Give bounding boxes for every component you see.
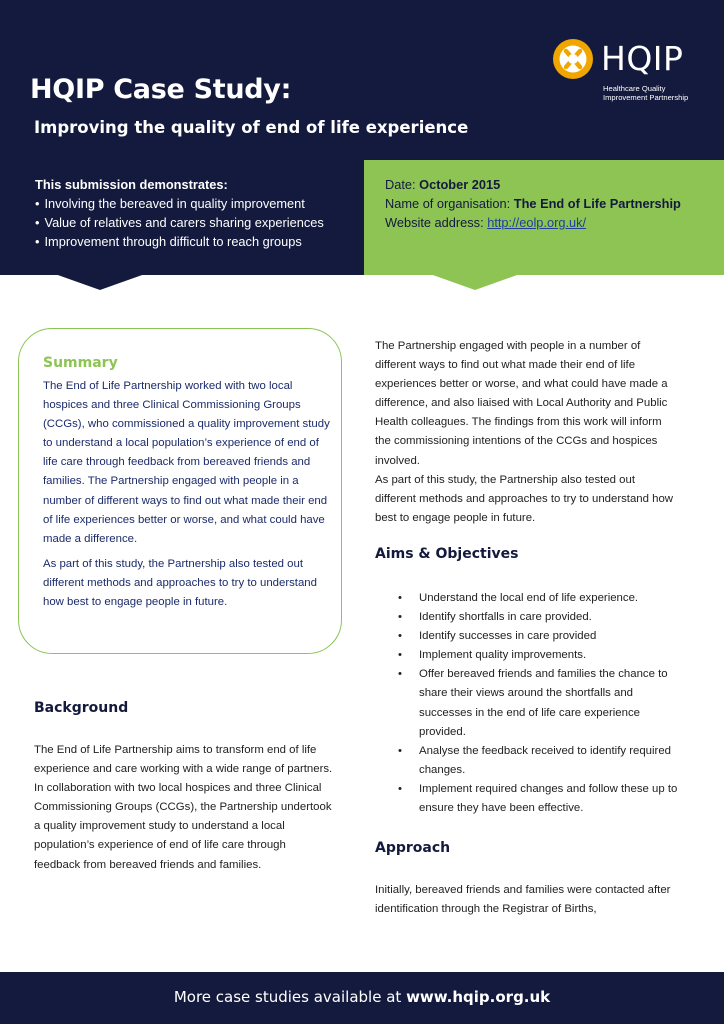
approach-paragraph: Initially, bereaved friends and families were contacted after identification through the Registrar of Births,	[375, 884, 671, 916]
background-heading: Background	[34, 700, 129, 716]
aims-heading: Aims & Objectives	[375, 546, 519, 562]
aims-item: • Understand the local end of life experience.	[398, 589, 688, 608]
organisation-label: Name of organisation:	[385, 196, 511, 211]
summary-paragraph: As part of this study, the Partnership also tested out different methods and approaches to try to understand how best to engage people in future.	[43, 557, 317, 609]
page-title: HQIP Case Study:	[30, 74, 292, 105]
demonstrates-item: • Value of relatives and carers sharing experiences	[35, 213, 324, 232]
hqip-logo	[551, 37, 701, 107]
date-label: Date:	[385, 177, 416, 192]
footer-text	[0, 988, 724, 1006]
engagement-paragraph	[375, 337, 675, 528]
page-subtitle: Improving the quality of end of life experience	[34, 118, 469, 137]
organisation-line	[385, 194, 681, 213]
approach-heading: Approach	[375, 840, 451, 856]
logo-wordmark: HQIP	[601, 39, 684, 78]
summary-body	[43, 377, 333, 612]
demonstrates-list	[35, 194, 324, 251]
logo-tagline-line2: Improvement Partnership	[603, 93, 689, 102]
engagement-paragraph-2: As part of this study, the Partnership also tested out different methods and approaches to try to understand how best to engage people in future.	[375, 473, 674, 524]
aims-item: • Identify successes in care provided	[398, 627, 688, 646]
logo-tagline-line1: Healthcare Quality	[603, 84, 666, 93]
aims-item: • Offer bereaved friends and families the chance to share their views around the shortfalls and successes in the end of life care experience provided.	[398, 665, 688, 741]
date-value: October 2015	[419, 177, 501, 192]
organisation-value: The End of Life Partnership	[513, 196, 681, 211]
details-block	[385, 175, 681, 232]
logo-tagline	[603, 84, 713, 102]
details-pointer	[430, 274, 520, 290]
aims-item: • Identify shortfalls in care provided.	[398, 608, 688, 627]
footer-link[interactable]: www.hqip.org.uk	[406, 988, 551, 1006]
background-paragraph: The End of Life Partnership aims to transform end of life experience and care working with a wide range of partners. In collaboration with two local hospices and three Clinical Commissioning Groups (CCGs), the Partnership undertook a quality improvement study to understand a local population’s experience of end of life care through feedback from bereaved friends and families.	[34, 744, 333, 871]
aims-item: • Implement quality improvements.	[398, 646, 688, 665]
demonstrates-heading: This submission demonstrates:	[35, 177, 228, 192]
demonstrates-item: • Involving the bereaved in quality improvement	[35, 194, 324, 213]
demonstrates-item: • Improvement through difficult to reach groups	[35, 232, 324, 251]
website-label: Website address:	[385, 215, 484, 230]
hqip-logo-icon	[551, 37, 595, 81]
summary-heading: Summary	[43, 355, 118, 371]
footer-prefix: More case studies available at	[173, 988, 407, 1006]
demonstrates-block	[35, 175, 324, 251]
summary-paragraph: The End of Life Partnership worked with two local hospices and three Clinical Commissioning Groups (CCGs), who commissioned a quality improvement study to understand a local population’s experience of end of life care through feedback from bereaved friends and families. The Partnership engaged with people in a number of different ways to find out what made their end of life experiences better or worse, and what could have made a difference.	[43, 380, 330, 545]
website-link[interactable]: http://eolp.org.uk/	[487, 215, 587, 230]
demonstrates-pointer	[55, 274, 145, 290]
aims-item: • Implement required changes and follow these up to ensure they have been effective.	[398, 780, 688, 818]
aims-list	[398, 589, 688, 818]
engagement-paragraph-1: The Partnership engaged with people in a number of different ways to find out what made their end of life experiences better or worse, and what could have made a difference, and also liaised with Local Authority and Public Health colleagues. The findings from this work will inform the commissioning intentions of the CCGs and hospices involved.	[375, 340, 668, 467]
website-line	[385, 213, 681, 232]
date-line	[385, 175, 681, 194]
aims-item: • Analyse the feedback received to identify required changes.	[398, 742, 688, 780]
